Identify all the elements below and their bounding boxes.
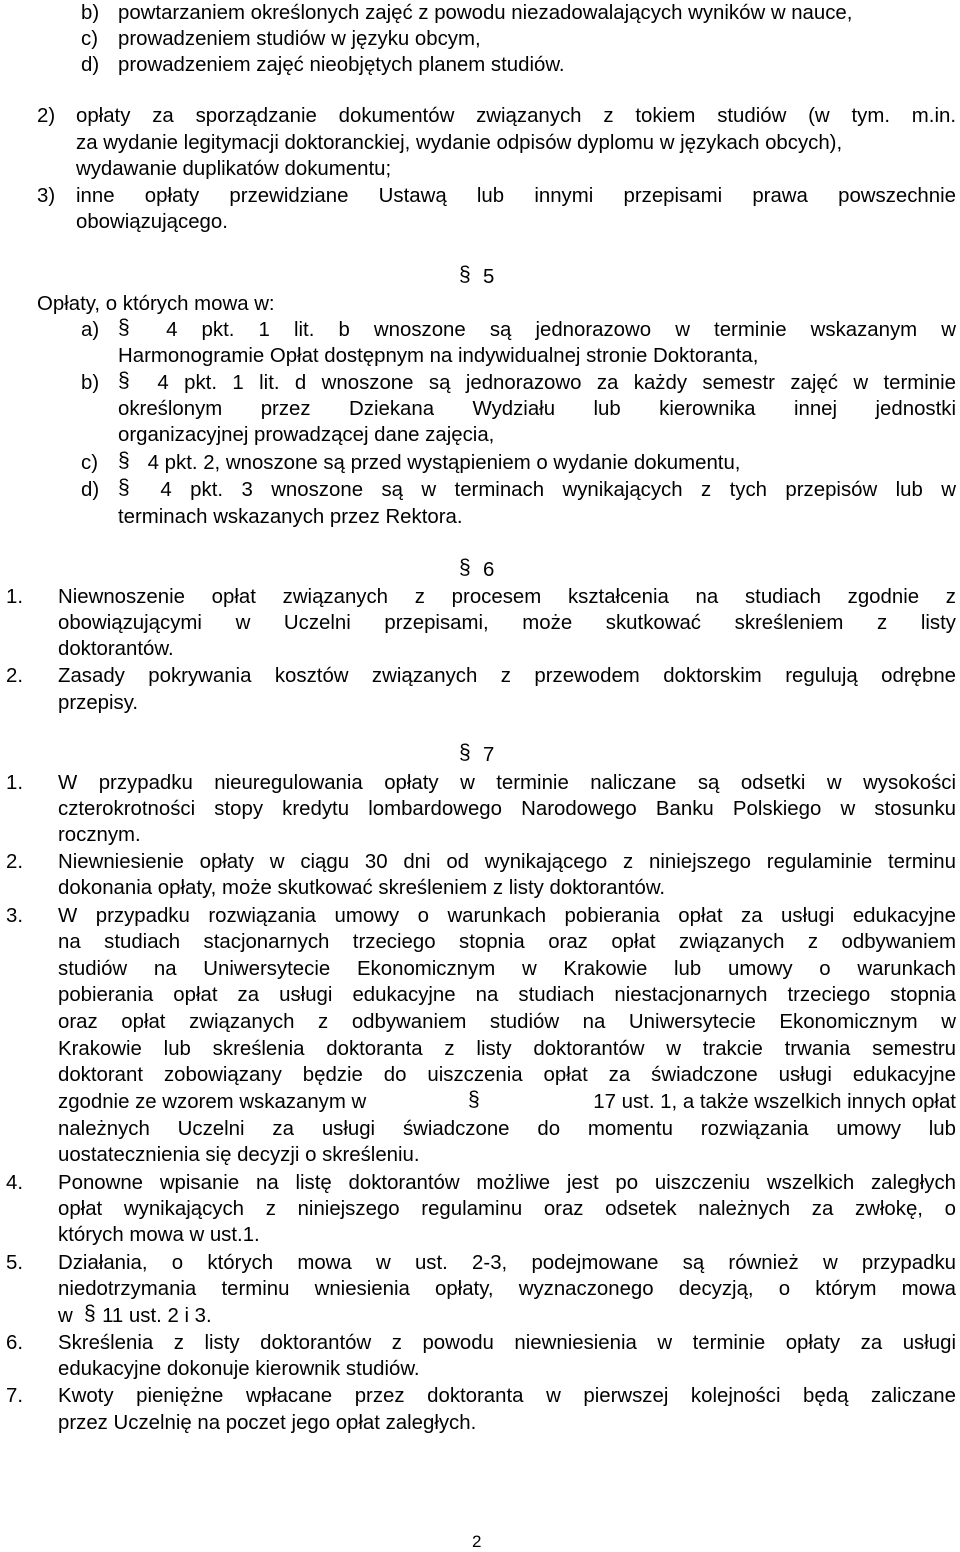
section-sign-icon [459,742,473,764]
list-label: a) [81,319,100,341]
paragraph-line: § 4 pkt. 2, wnoszone są przed wystąpieniem o wydanie dokumentu, [118,450,741,474]
svg-text:§: § [84,1303,96,1325]
list-item-text: powtarzaniem określonych zajęć z powodu niezadowalających wyników w nauce, [118,2,853,24]
paragraph-line: Kwoty pieniężne wpłacane przez doktoranta w pierwszej kolejności będą zaliczane [58,1385,956,1407]
paragraph-line: określonym przez Dziekana Wydziału lub kierownika innej jednostki [118,398,956,420]
list-label: 2) [37,105,56,127]
list-label: 3. [6,905,24,927]
paragraph-line: Niewnoszenie opłat związanych z procesem kształcenia na studiach zgodnie z [58,586,956,608]
paragraph-line: organizacyjnej prowadzącej dane zajęcia, [118,424,495,446]
section-sign-icon [118,450,132,472]
svg-text:§: § [118,370,130,392]
section-number: 6 [483,559,495,581]
paragraph-line: Ponowne wpisanie na listę doktorantów możliwe jest po uiszczeniu wszelkich zaległych [58,1172,956,1194]
paragraph-line: Opłaty, o których mowa w: [37,293,275,315]
list-label: b) [81,372,100,394]
paragraph-line: przepisy. [58,692,139,714]
section-number: 5 [483,266,495,288]
section-sign-icon [459,557,473,579]
paragraph-line: § 4 pkt. 1 lit. b wnoszone są jednorazowo w terminie wskazanym w [118,317,956,341]
paragraph-line: opłaty za sporządzanie dokumentów związanych z tokiem studiów (w tym. m.in. [76,105,956,127]
paragraph-line: dokonania opłaty, może skutkować skreśleniem z listy doktorantów. [58,877,666,899]
svg-text:§: § [459,264,471,286]
paragraph-line: uostatecznienia się decyzji o skreśleniu. [58,1144,420,1166]
paragraph-line: przez Uczelnię na poczet jego opłat zaległych. [58,1412,477,1434]
paragraph-line: Krakowie lub skreślenia doktoranta z listy doktorantów w trakcie trwania semestru [58,1038,956,1060]
section-number: 7 [483,744,495,766]
paragraph-line: terminach wskazanych przez Rektora. [118,506,463,528]
list-label: 6. [6,1332,24,1354]
paragraph-line: obowiązującego. [76,211,228,233]
svg-text:§: § [459,557,471,579]
paragraph-line: W przypadku rozwiązania umowy o warunkach pobierania opłat za usługi edukacyjne [58,905,956,927]
paragraph-line: na studiach stacjonarnych trzeciego stopnia oraz opłat związanych z odbywaniem [58,931,956,953]
list-label: 3) [37,185,56,207]
list-label: 1. [6,772,24,794]
paragraph-line: pobierania opłat za usługi edukacyjne na studiach niestacjonarnych trzeciego stopnia [58,984,956,1006]
list-label: 2. [6,665,24,687]
section-sign-icon [118,477,132,499]
paragraph-line: doktorant zobowiązany będzie do uiszczenia opłat za świadczone usługi edukacyjne [58,1064,956,1086]
paragraph-line: Niewniesienie opłaty w ciągu 30 dni od wynikającego z niniejszego regulaminie terminu [58,851,956,873]
paragraph-line: których mowa w ust.1. [58,1224,260,1246]
list-label: b) [81,2,100,24]
paragraph-line: należnych Uczelni za usługi świadczone do momentu rozwiązania umowy lub [58,1118,956,1140]
paragraph-line: Harmonogramie Opłat dostępnym na indywidualnej stronie Doktoranta, [118,345,759,367]
list-item-text: prowadzeniem studiów w języku obcym, [118,28,481,50]
list-label: d) [81,479,100,501]
paragraph-line: opłat wynikających z niniejszego regulaminu oraz odsetek należnych za zwłokę, o [58,1198,956,1220]
paragraph-line: edukacyjne dokonuje kierownik studiów. [58,1358,420,1380]
svg-text:§: § [467,1089,480,1111]
paragraph-line: wydawanie duplikatów dokumentu; [76,158,392,180]
paragraph-line: zgodnie ze wzorem wskazanym w § 17 ust. 1, a także wszelkich innych opłat [58,1089,956,1113]
paragraph-line: niedotrzymania terminu wniesienia opłaty, wyznaczonego decyzją, o którym mowa [58,1278,956,1300]
section-heading [459,557,494,583]
page-number: 2 [472,1532,482,1551]
paragraph-line: Działania, o których mowa w ust. 2-3, podejmowane są również w przypadku [58,1252,956,1274]
paragraph-line: rocznym. [58,824,141,846]
paragraph-line: czterokrotności stopy kredytu lombardowego Narodowego Banku Polskiego w stosunku [58,798,956,820]
section-sign-icon [468,1089,482,1111]
paragraph-line: obowiązującymi w Uczelni przepisami, może skutkować skreśleniem z listy [58,612,956,634]
paragraph-line: za wydanie legitymacji doktoranckiej, wydanie odpisów dyplomu w językach obcych), [76,132,843,154]
svg-text:§: § [118,477,130,499]
list-label: 2. [6,851,24,873]
list-label: c) [81,452,98,474]
list-label: 7. [6,1385,24,1407]
paragraph-line: doktorantów. [58,638,174,660]
list-label: c) [81,28,98,50]
list-label: 1. [6,586,24,608]
svg-text:§: § [118,317,130,339]
paragraph-line: Skreślenia z listy doktorantów z powodu niewniesienia w terminie opłaty za usługi [58,1332,956,1354]
section-sign-icon [84,1303,98,1325]
paragraph-line: w § 11 ust. 2 i 3. [58,1303,212,1327]
section-sign-icon [118,317,132,339]
svg-text:§: § [459,742,471,764]
list-item-text: prowadzeniem zajęć nieobjętych planem studiów. [118,54,565,76]
section-sign-icon [118,370,132,392]
section-heading [459,742,494,768]
paragraph-line: Zasady pokrywania kosztów związanych z przewodem doktorskim regulują odrębne [58,665,956,687]
section-heading [459,264,494,290]
paragraph-line: oraz opłat związanych z odbywaniem studiów na Uniwersytecie Ekonomicznym w [58,1011,956,1033]
paragraph-line: § 4 pkt. 1 lit. d wnoszone są jednorazowo za każdy semestr zajęć w terminie [118,370,956,394]
list-label: 5. [6,1252,24,1274]
section-sign-icon [459,264,473,286]
paragraph-line: inne opłaty przewidziane Ustawą lub innymi przepisami prawa powszechnie [76,185,956,207]
svg-text:§: § [118,450,130,472]
paragraph-line: studiów na Uniwersytecie Ekonomicznym w Krakowie lub umowy o warunkach [58,958,956,980]
paragraph-line: § 4 pkt. 3 wnoszone są w terminach wynikających z tych przepisów lub w [118,477,956,501]
paragraph-line: W przypadku nieuregulowania opłaty w terminie naliczane są odsetki w wysokości [58,772,956,794]
list-label: 4. [6,1172,24,1194]
list-label: d) [81,54,100,76]
